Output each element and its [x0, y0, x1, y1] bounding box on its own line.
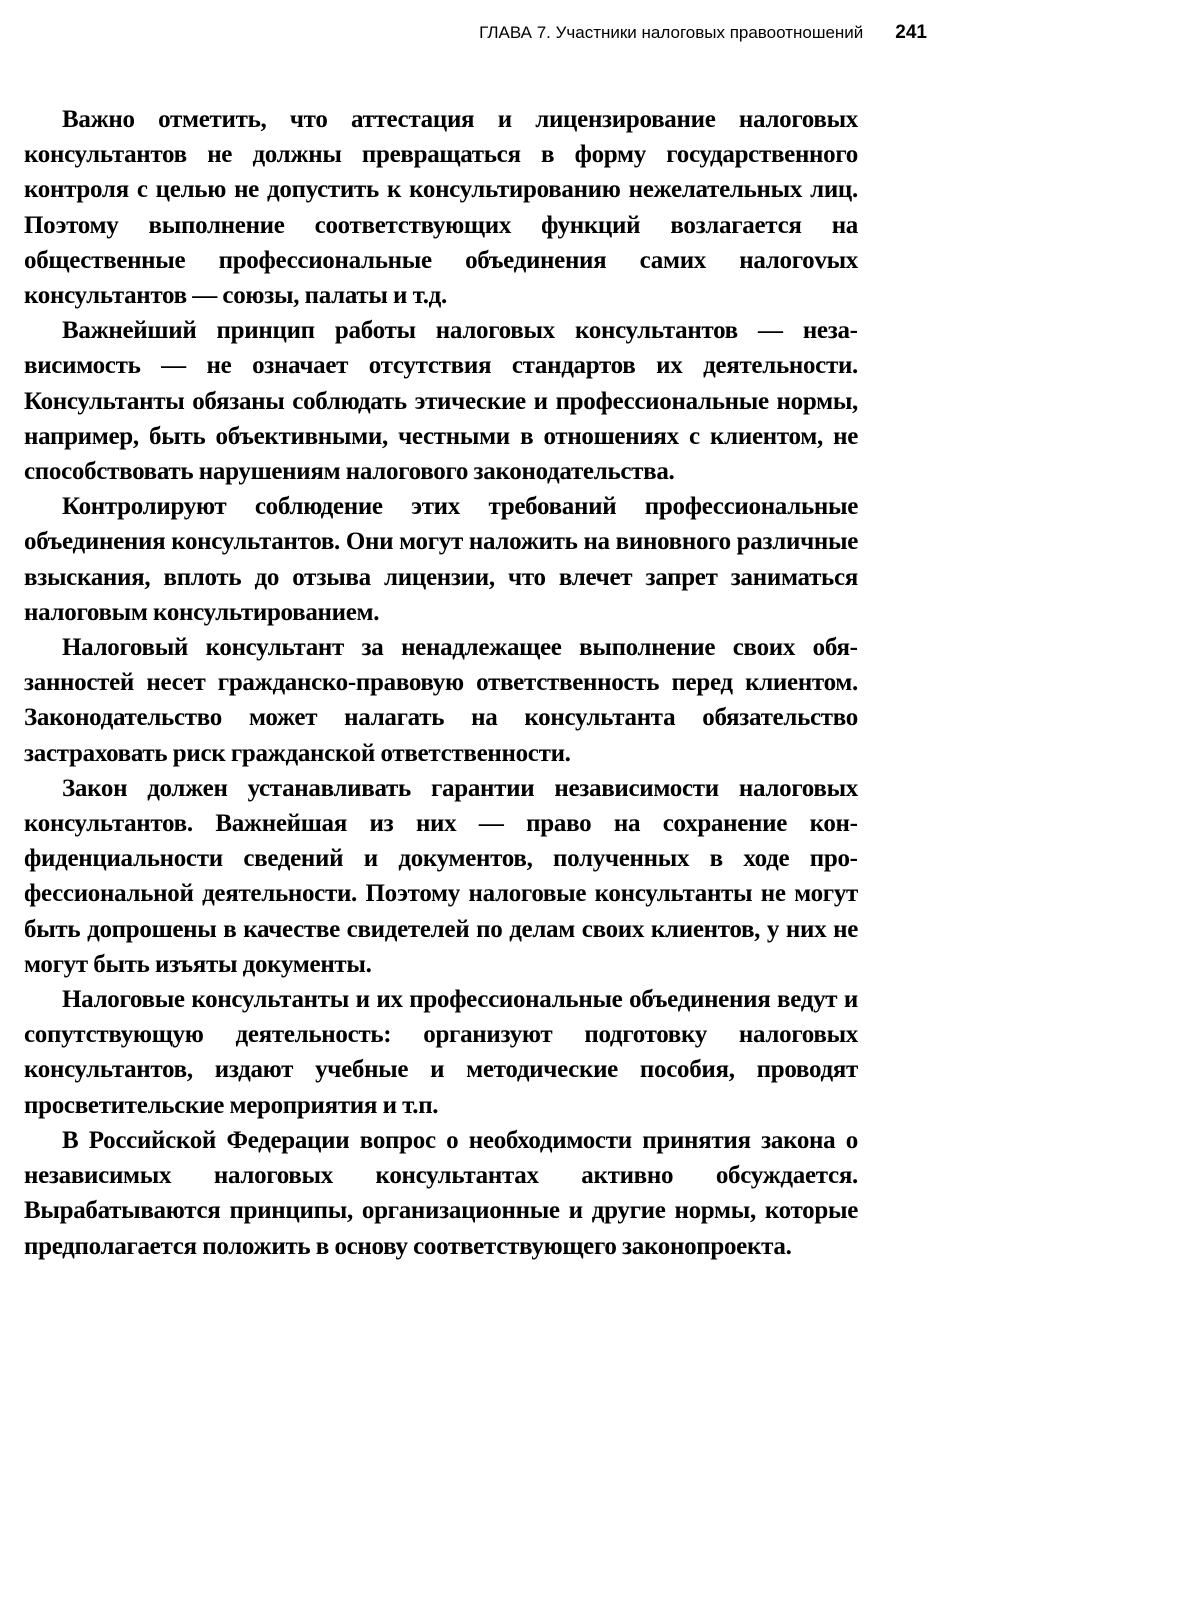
body-text: [24, 102, 858, 1264]
paragraph: Налоговый консультант за ненадлежащее выполнение своих обязанностей несет гражданско-правовую ответственность перед клиентом. Законодательство может налагать на консультанта обязательство застраховать риск гражданской ответственности.: [24, 634, 858, 767]
paragraph: В Российской Федерации вопрос о необходимости принятия закона о независимых налоговых консультантах активно обсуждается. Вырабатываются принципы, организационные и другие нормы, которые предполагается положить в основу соответствующего законопроекта.: [24, 1126, 858, 1260]
page-number: 241: [895, 22, 927, 43]
paragraph: Закон должен устанавливать гарантии независимости налоговых консультантов. Важнейшая из них — право на сохранение конфиденциальности сведений и документов, полученных в ходе профессиональной деятельности. Поэтому налоговые консультанты не могут быть допрошены в качестве свидетелей по делам своих клиентов, у них не могут быть изъяты документы.: [24, 774, 858, 978]
paragraph: Контролируют соблюдение этих требований профессиональные объединения консультантов. Они могут наложить на виновного различные взыскания, вплоть до отзыва лицензии, что влечет запрет заниматься налоговым консультированием.: [24, 493, 858, 626]
running-header: [0, 18, 927, 48]
paragraph: Налоговые консультанты и их профессиональные объединения ведут и сопутствующую деятельность: организуют подготовку налоговых консультантов, издают учебные и методические пособия, проводят просветительские мероприятия и т.п.: [24, 986, 858, 1119]
paragraph: Важно отметить, что аттестация и лицензирование налоговых консультантов не должны превращаться в форму государственного контроля с целью не допустить к консультированию нежелательных лиц. Поэтому выполнение соответствующих функций возлагается на общественные профессиональные объединения самих налогоvых консультантов — союзы, палаты и т.д.: [24, 106, 858, 310]
chapter-title: ГЛАВА 7. Участники налоговых правоотношений: [479, 23, 864, 42]
paragraph: Важнейший принцип работы налоговых консультантов — независимость — не означает отсутствия стандартов их деятельности. Консультанты обязаны соблюдать этические и профессиональные нормы, например, быть объективными, честными в отношениях с клиентом, не способствовать нарушениям налогового законодательства.: [24, 317, 858, 486]
